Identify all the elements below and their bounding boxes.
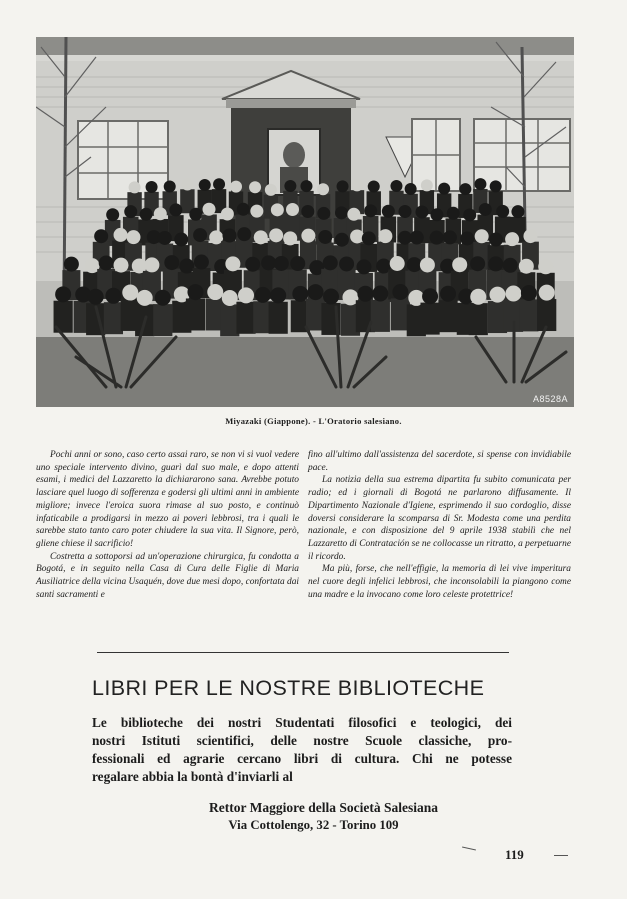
person-head xyxy=(440,286,456,302)
intro-paragraph xyxy=(92,714,512,786)
person-head xyxy=(221,207,234,220)
person-head xyxy=(164,255,179,270)
person-head xyxy=(422,288,438,304)
paragraph: Pochi anni or sono, caso certo assai raro, se non vi si vuol vedere uno speciale intervento divino, guarì dal suo male, e dopo attenti esami, i medici del Lazzaretto la dichiararono sana. Avrebbe potuto lasciare quel luogo di sofferenza e godersi gli ultimi anni in ambiente migliore; invece l'eroica suora rimase al suo posto, e continuò infaticabile a prodigarsi in mezzo ai poveri lebbrosi, tra i quali le sarebbe stato tanto caro poter chiudere la sua vita. Il Signore, però, gliene chiese il sacrificio! xyxy=(36,450,299,549)
person-head xyxy=(265,184,277,196)
person-head xyxy=(301,229,315,243)
person-body xyxy=(438,300,457,332)
paragraph: fino all'ultimo dall'assistenza del sacerdote, si spense con invidiabile pace. xyxy=(308,450,571,473)
person-head xyxy=(146,181,158,193)
person-head xyxy=(443,230,457,244)
person-body xyxy=(153,304,172,336)
person-head xyxy=(181,178,193,190)
person-head xyxy=(351,179,363,191)
person-head xyxy=(199,179,211,191)
person-head xyxy=(237,203,250,216)
person-head xyxy=(270,287,286,303)
person-head xyxy=(430,231,444,245)
group-photo-image xyxy=(36,37,574,407)
person-head xyxy=(392,284,408,300)
person-head xyxy=(207,284,223,300)
person-head xyxy=(99,255,114,270)
person-head xyxy=(254,230,268,244)
person-head xyxy=(155,290,171,306)
person-head xyxy=(140,208,153,221)
person-head xyxy=(55,286,71,302)
person-head xyxy=(194,255,209,270)
person-head xyxy=(459,183,471,195)
person-head xyxy=(420,257,435,272)
person-head xyxy=(230,181,242,193)
person-head xyxy=(203,203,216,216)
person-head xyxy=(488,256,503,271)
person-head xyxy=(372,285,388,301)
person-head xyxy=(213,178,225,190)
person-head xyxy=(114,228,128,242)
person-head xyxy=(144,257,159,272)
person-body xyxy=(236,302,255,334)
person-head xyxy=(523,229,537,243)
photo-archive-code: A8528A xyxy=(532,394,568,404)
person-head xyxy=(479,203,492,216)
person-head xyxy=(438,183,450,195)
person-head xyxy=(489,287,505,303)
section-heading: LIBRI PER LE NOSTRE BIBLIOTECHE xyxy=(92,676,485,700)
person-head xyxy=(505,286,521,302)
person-head xyxy=(505,232,519,246)
person-head xyxy=(274,256,289,271)
person-head xyxy=(137,290,153,306)
person-head xyxy=(405,183,417,195)
paragraph: La notizia della sua estrema dipartita fu subito comunicata per radio; ed i giornali di Bogotá ne parlarono diffusamente. Il Dipartimento Nazionale d'Igiene, esprimendo il suo cordoglio, disse doversi considerare la scomparsa di Sr. Modesta come una perdita nazionale, e con disposizione del 9 aprile 1938 stabilì che nel Lazzaretto di Contratación se ne collocasse un ritratto, a perpetuarne il ricordo. xyxy=(308,475,571,562)
person-head xyxy=(452,257,467,272)
person-head xyxy=(154,207,167,220)
person-head xyxy=(269,228,283,242)
text-column-left xyxy=(36,449,299,601)
person-head xyxy=(430,208,443,221)
person-head xyxy=(339,256,354,271)
person-head xyxy=(238,287,254,303)
person-head xyxy=(94,229,108,243)
intro-line: nostri Istituti scientifici, delle nostre Scuole classiche, pro- xyxy=(92,733,512,748)
person-head xyxy=(189,208,202,221)
section-divider xyxy=(97,652,509,653)
person-head xyxy=(323,255,338,270)
person-head xyxy=(105,288,121,304)
person-head xyxy=(475,229,489,243)
person-head xyxy=(193,228,207,242)
person-head xyxy=(410,231,424,245)
person-head xyxy=(249,181,261,193)
person-head xyxy=(470,256,485,271)
person-head xyxy=(250,205,263,218)
person-head xyxy=(300,180,312,192)
intro-line: regalare abbia la bontà d'inviarli al xyxy=(92,769,293,784)
person-head xyxy=(350,229,364,243)
person-head xyxy=(169,203,182,216)
person-body xyxy=(269,302,288,334)
person-head xyxy=(463,208,476,221)
person-head xyxy=(317,183,329,195)
text-column-right xyxy=(308,449,571,601)
person-head xyxy=(496,205,509,218)
person-head xyxy=(335,206,348,219)
person-head xyxy=(335,233,349,247)
person-head xyxy=(503,258,518,273)
person-head xyxy=(323,289,339,305)
person-head xyxy=(489,233,503,247)
person-head xyxy=(511,205,524,218)
person-head xyxy=(308,284,324,300)
person-head xyxy=(122,285,138,301)
person-head xyxy=(460,231,474,245)
person-head xyxy=(187,284,203,300)
person-head xyxy=(519,259,534,274)
person-body xyxy=(104,302,123,334)
person-head xyxy=(271,203,284,216)
person-head xyxy=(317,207,330,220)
person-head xyxy=(301,205,314,218)
person-body xyxy=(186,298,205,330)
person-head xyxy=(290,256,305,271)
person-head xyxy=(245,257,260,272)
paragraph: Ma più, forse, che nell'effigie, la memoria di lei vive imperitura nel cuore degli infelici lebbrosi, che inconsolabili la piangono come una madre e la invocano come loro celeste protettrice! xyxy=(308,564,571,600)
person-head xyxy=(124,205,137,218)
person-head xyxy=(390,180,402,192)
person-head xyxy=(368,180,380,192)
person-head xyxy=(284,180,296,192)
person-head xyxy=(378,229,392,243)
person-head xyxy=(225,256,240,271)
person-head xyxy=(407,257,422,272)
print-mark xyxy=(462,847,476,851)
person-head xyxy=(421,179,433,191)
person-head xyxy=(129,181,141,193)
intro-line: Le biblioteche dei nostri Studentati filosofici e teologici, dei xyxy=(92,715,512,730)
person-head xyxy=(222,290,238,306)
person-head xyxy=(114,258,129,273)
person-head xyxy=(390,256,405,271)
person-head xyxy=(88,289,104,305)
person-head xyxy=(382,205,395,218)
person-head xyxy=(286,203,299,216)
person-head xyxy=(237,227,251,241)
person-head xyxy=(356,259,371,274)
person-head xyxy=(222,229,236,243)
person-head xyxy=(347,208,360,221)
person-head xyxy=(474,178,486,190)
group-photo xyxy=(36,37,574,407)
person-head xyxy=(539,285,555,301)
person-body xyxy=(519,299,538,331)
address-street: Via Cottolengo, 32 - Torino 109 xyxy=(228,818,399,832)
person-head xyxy=(470,289,486,305)
page-number: 119 xyxy=(505,847,524,862)
print-mark xyxy=(554,855,568,856)
person-head xyxy=(399,205,412,218)
person-head xyxy=(255,287,271,303)
person-head xyxy=(283,231,297,245)
person-head xyxy=(538,259,553,274)
person-head xyxy=(447,207,460,220)
person-head xyxy=(64,257,79,272)
person-body xyxy=(469,303,488,335)
person-head xyxy=(106,208,119,221)
photo-caption: Miyazaki (Giappone). - L'Oratorio salesiano. xyxy=(225,416,402,426)
person-head xyxy=(126,230,140,244)
person-head xyxy=(318,230,332,244)
person-head xyxy=(490,180,502,192)
person-head xyxy=(364,204,377,217)
person-head xyxy=(174,232,188,246)
address-recipient: Rettor Maggiore della Società Salesiana xyxy=(209,800,438,815)
person-head xyxy=(415,205,428,218)
paragraph: Costretta a sottoporsi ad un'operazione chirurgica, fu condotta a Bogotá, e in seguito nella Casa di Cura delle Figlie di Maria Ausiliatrice della vicina Usaquén, dove due mesi dopo, confortata dai santi sacramenti e xyxy=(36,551,299,600)
person-head xyxy=(362,231,376,245)
person-head xyxy=(357,286,373,302)
person-head xyxy=(337,180,349,192)
person-head xyxy=(164,180,176,192)
person-head xyxy=(158,231,172,245)
person-body xyxy=(371,300,390,332)
intro-line: fessionali ed agrarie cercano libri di cultura. Chi ne potesse xyxy=(92,751,512,766)
person-head xyxy=(521,285,537,301)
person-body xyxy=(420,303,439,335)
person-head xyxy=(179,259,194,274)
